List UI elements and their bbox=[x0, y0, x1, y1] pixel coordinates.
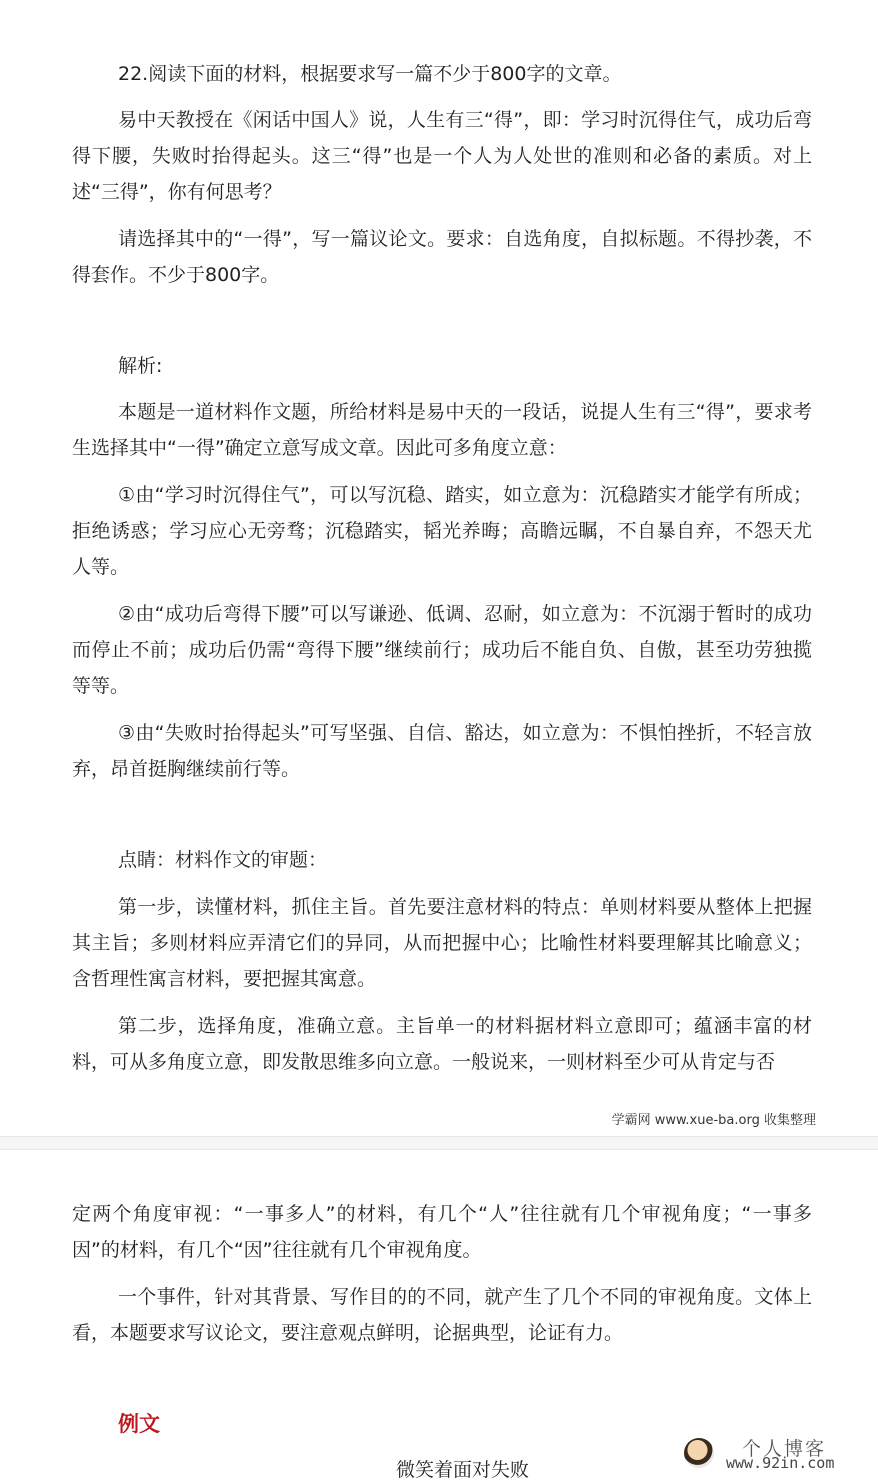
requirement-text: 请选择其中的“一得”，写一篇议论文。要求：自选角度，自拟标题。不得抄袭，不得套作。不少于800字。 bbox=[72, 228, 812, 286]
essay-title: 微笑着面对失败 bbox=[396, 1459, 530, 1481]
paragraph-step-1 bbox=[72, 889, 812, 997]
genre-text: 一个事件，针对其背景、写作目的的不同，就产生了几个不同的审视角度。文体上看，本题要求写议论文，要注意观点鲜明，论据典型，论证有力。 bbox=[72, 1286, 812, 1344]
analysis-heading: 解析: bbox=[118, 355, 163, 377]
paragraph-point-1 bbox=[72, 477, 812, 585]
tip-label bbox=[72, 842, 812, 878]
paragraph-continuation bbox=[72, 1196, 812, 1268]
analysis-text: 本题是一道材料作文题，所给材料是易中天的一段话，说提人生有三“得”，要求考生选择其中“一得”确定立意写成文章。因此可多角度立意： bbox=[72, 401, 812, 459]
step-2-text: 第二步，选择角度，准确立意。主旨单一的材料据材料立意即可；蕴涵丰富的材料，可从多角度立意，即发散思维多向立意。一般说来，一则材料至少可从肯定与否 bbox=[72, 1015, 812, 1073]
page-footer: 学霸网 www.xue-ba.org 收集整理 bbox=[611, 1113, 816, 1128]
question-line: 22.阅读下面的材料，根据要求写一篇不少于800字的文章。 bbox=[118, 63, 622, 85]
paragraph-point-3 bbox=[72, 715, 812, 787]
point-2-text: ②由“成功后弯得下腰”可以写谦逊、低调、忍耐，如立意为：不沉溺于暂时的成功而停止不前；成功后仍需“弯得下腰”继续前行；成功后不能自负、自傲，甚至功劳独揽等等。 bbox=[72, 603, 812, 697]
analysis-label bbox=[72, 348, 812, 384]
paragraph-step-2 bbox=[72, 1008, 812, 1080]
paragraph-point-2 bbox=[72, 596, 812, 704]
material-text: 易中天教授在《闲话中国人》说，人生有三“得”，即：学习时沉得住气，成功后弯得下腰，失败时抬得起头。这三“得”也是一个人为人处世的准则和必备的素质。对上述“三得”，你有何思考？ bbox=[72, 109, 812, 203]
paragraph-genre bbox=[72, 1279, 812, 1351]
tip-heading: 点睛：材料作文的审题： bbox=[118, 849, 328, 871]
example-heading: 例文 bbox=[118, 1412, 160, 1436]
continuation-text: 定两个角度审视：“一事多人”的材料，有几个“人”往往就有几个审视角度；“一事多因”的材料，有几个“因”往往就有几个审视角度。 bbox=[72, 1203, 812, 1261]
watermark-url: www.92in.com bbox=[726, 1454, 835, 1472]
paragraph-question bbox=[72, 56, 812, 92]
avatar-icon bbox=[684, 1438, 714, 1468]
paragraph-analysis bbox=[72, 394, 812, 466]
watermark-title: 个人博客 bbox=[742, 1438, 827, 1460]
blog-watermark bbox=[684, 1434, 864, 1474]
page-divider bbox=[0, 1136, 878, 1150]
paragraph-material bbox=[72, 102, 812, 210]
point-1-text: ①由“学习时沉得住气”，可以写沉稳、踏实，如立意为：沉稳踏实才能学有所成；拒绝诱惑；学习应心无旁骛；沉稳踏实，韬光养晦；高瞻远瞩，不自暴自弃，不怨天尤人等。 bbox=[72, 484, 812, 578]
step-1-text: 第一步，读懂材料，抓住主旨。首先要注意材料的特点：单则材料要从整体上把握其主旨；多则材料应弄清它们的异同，从而把握中心；比喻性材料要理解其比喻意义；含哲理性寓言材料，要把握其寓意。 bbox=[72, 896, 812, 990]
point-3-text: ③由“失败时抬得起头”可写坚强、自信、豁达，如立意为：不惧怕挫折，不轻言放弃，昂首挺胸继续前行等。 bbox=[72, 722, 812, 780]
paragraph-requirement bbox=[72, 221, 812, 293]
